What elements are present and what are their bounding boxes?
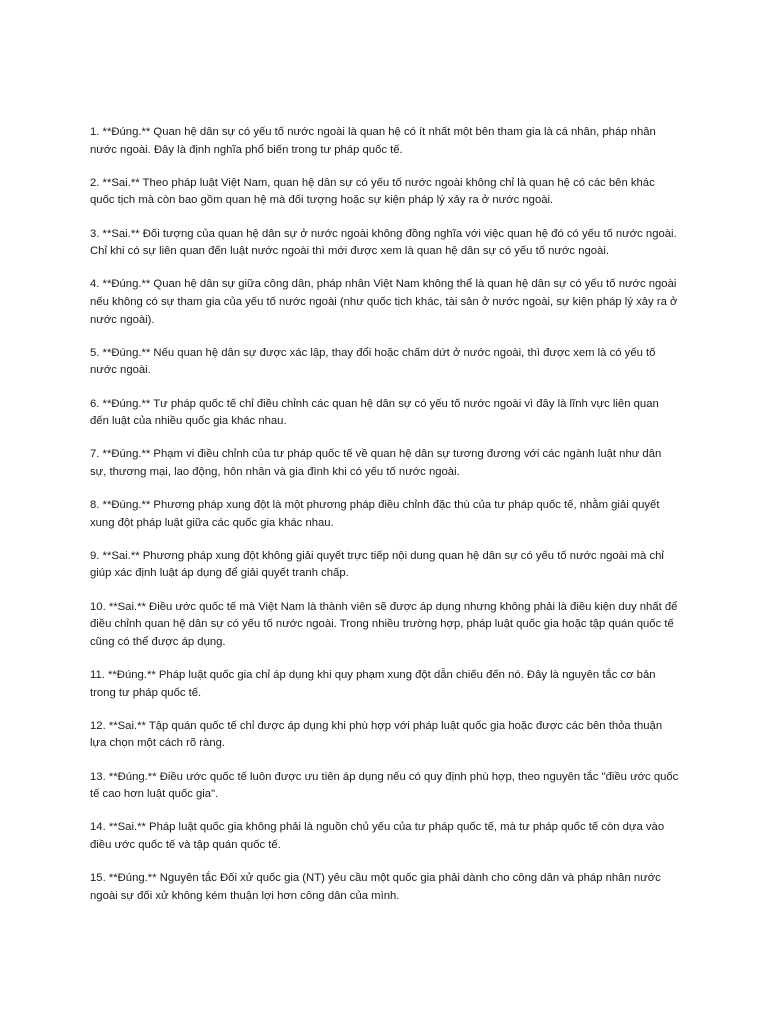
list-item: 8. **Đúng.** Phương pháp xung đột là một phương pháp điều chỉnh đặc thù của tư pháp quốc tế, nhằm giải quyết xung đột pháp luật giữa các quốc gia khác nhau. [90,499,660,529]
list-item: 6. **Đúng.** Tư pháp quốc tế chỉ điều chỉnh các quan hệ dân sự có yếu tố nước ngoài vì đây là lĩnh vực liên quan đến luật của nhiều quốc gia khác nhau. [90,397,659,428]
list-item: 4. **Đúng.** Quan hệ dân sự giữa công dân, pháp nhân Việt Nam không thể là quan hệ dân sự có yếu tố nước ngoài nếu không có sự tham gia của yếu tố nước ngoài (như quốc tịch khác, tài sản ở nước ngoài, sự kiện pháp lý xảy ra ở nước ngoài). [90,278,678,326]
list-item: 5. **Đúng.** Nếu quan hệ dân sự được xác lập, thay đổi hoặc chấm dứt ở nước ngoài, thì được xem là có yếu tố nước ngoài. [90,346,656,377]
list-item: 10. **Sai.** Điều ước quốc tế mà Việt Nam là thành viên sẽ được áp dụng nhưng không phải là điều kiện duy nhất để điều chỉnh quan hệ dân sự có yếu tố nước ngoài. Trong nhiều trường hợp, pháp luật quốc gia hoặc tập quán quốc tế cũng có thể được áp dụng. [90,600,678,648]
list-item: 2. **Sai.** Theo pháp luật Việt Nam, quan hệ dân sự có yếu tố nước ngoài không chỉ là quan hệ có các bên khác quốc tịch mà còn bao gồm quan hệ mà đối tượng hoặc sự kiện pháp lý xảy ra ở nước ngoài. [90,176,655,207]
list-item: 11. **Đúng.** Pháp luật quốc gia chỉ áp dụng khi quy phạm xung đột dẫn chiếu đến nó. Đây là nguyên tắc cơ bản trong tư pháp quốc tế. [90,669,656,699]
list-item: 1. **Đúng.** Quan hệ dân sự có yếu tố nước ngoài là quan hệ có ít nhất một bên tham gia là cá nhân, pháp nhân nước ngoài. Đây là định nghĩa phổ biến trong tư pháp quốc tế. [90,126,656,156]
list-item: 14. **Sai.** Pháp luật quốc gia không phải là nguồn chủ yếu của tư pháp quốc tế, mà tư pháp quốc tế còn dựa vào điều ước quốc tế và tập quán quốc tế. [90,821,665,851]
list-item: 3. **Sai.** Đối tượng của quan hệ dân sự ở nước ngoài không đồng nghĩa với việc quan hệ đó có yếu tố nước ngoài. Chỉ khi có sự liên quan đến luật nước ngoài thì mới được xem là quan hệ dân sự có yếu tố nước ngoài. [90,227,677,258]
list-item: 15. **Đúng.** Nguyên tắc Đối xử quốc gia (NT) yêu cầu một quốc gia phải dành cho công dân và pháp nhân nước ngoài sự đối xử không kém thuận lợi hơn công dân của mình. [90,872,661,902]
list-item: 9. **Sai.** Phương pháp xung đột không giải quyết trực tiếp nội dung quan hệ dân sự có yếu tố nước ngoài mà chỉ giúp xác định luật áp dụng để giải quyết tranh chấp. [90,549,664,580]
list-item: 13. **Đúng.** Điều ước quốc tế luôn được ưu tiên áp dụng nếu có quy định phù hợp, theo nguyên tắc "điều ước quốc tế cao hơn luật quốc gia". [90,770,679,801]
list-item: 7. **Đúng.** Phạm vi điều chỉnh của tư pháp quốc tế về quan hệ dân sự tương đương với các ngành luật như dân sự, thương mại, lao động, hôn nhân và gia đình khi có yếu tố nước ngoài. [90,448,662,478]
document-body [90,124,680,921]
list-item: 12. **Sai.** Tập quán quốc tế chỉ được áp dụng khi phù hợp với pháp luật quốc gia hoặc được các bên thỏa thuận lựa chọn một cách rõ ràng. [90,719,663,750]
